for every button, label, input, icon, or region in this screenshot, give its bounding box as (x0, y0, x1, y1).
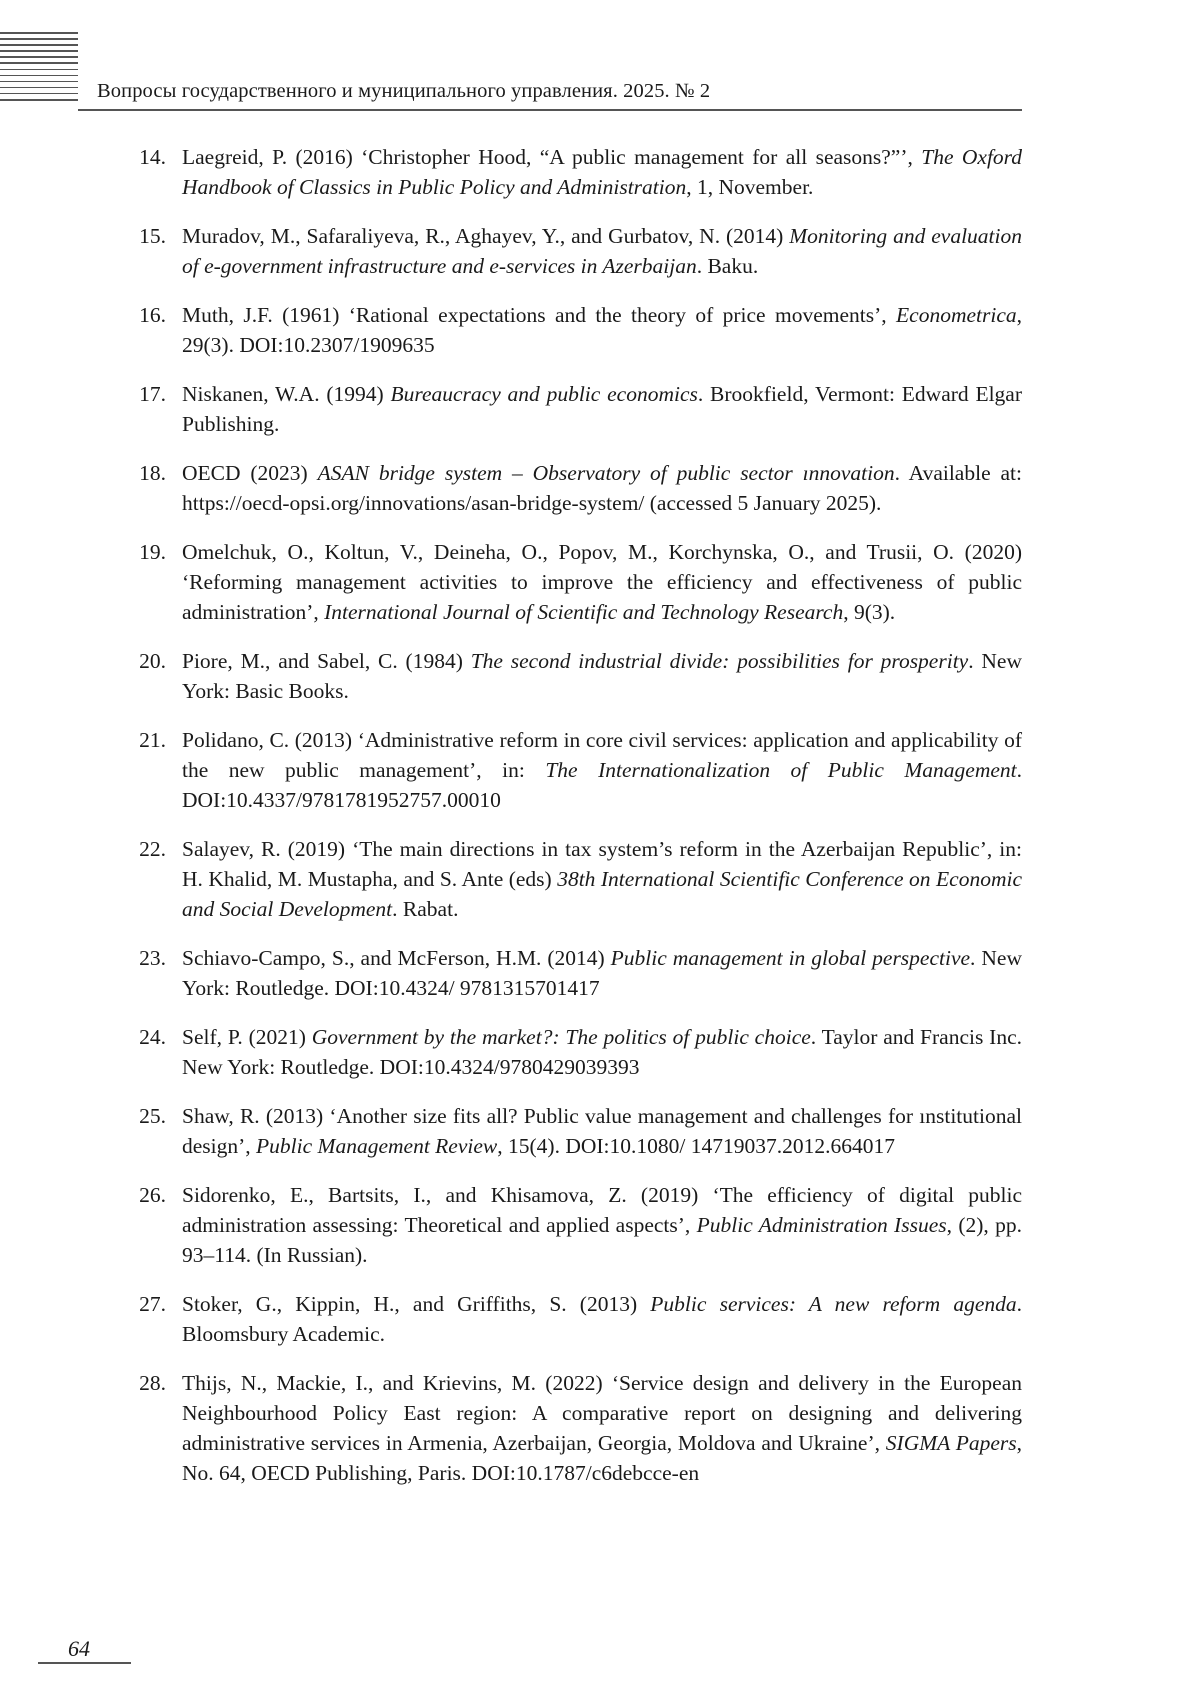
reference-title-italic: Public services: A new reform agenda (650, 1292, 1017, 1316)
reference-number: 28. (139, 1371, 166, 1395)
reference-text (182, 646, 1022, 706)
reference-text-part: Stoker, G., Kippin, H., and Griffiths, S. (2013) (182, 1292, 651, 1316)
reference-text-part: . Available at: https://oecd-opsi.org/innovations/asan-bridge-system/ (accessed 5 January 2025). (182, 461, 1022, 515)
reference-title-italic: Public Administration Issues (696, 1213, 947, 1237)
reference-text-part: Polidano, C. (2013) ‘Administrative reform in core civil services: application and applicability of the new public management’, in: (182, 728, 1022, 782)
reference-text (182, 142, 1022, 202)
reference-item (0, 725, 1200, 815)
reference-text-part: , 29(3). DOI:10.2307/1909635 (182, 303, 1022, 357)
reference-text-part: . New York: Routledge. DOI:10.4324/ 9781315701417 (182, 946, 1022, 1000)
reference-title-italic: The Oxford Handbook of Classics in Public Policy and Administration (182, 145, 1022, 199)
reference-text-part: Muradov, M., Safaraliyeva, R., Aghayev, Y., and Gurbatov, N. (2014) (182, 224, 790, 248)
reference-text-part: Laegreid, P. (2016) ‘Christopher Hood, “A public management for all seasons?”’, (182, 145, 922, 169)
reference-text (182, 537, 1022, 627)
reference-text-part: , 1, November. (686, 175, 814, 199)
reference-item (0, 221, 1200, 281)
reference-text-part: Omelchuk, O., Koltun, V., Deineha, O., Popov, M., Korchynska, O., and Trusii, O. (2020) ‘Reforming management activities to improve the efficiency and effectiveness of public administration’, (182, 540, 1022, 624)
reference-item (0, 943, 1200, 1003)
reference-item (0, 142, 1200, 202)
reference-number: 19. (139, 540, 166, 564)
reference-text-part: . Baku. (696, 254, 759, 278)
reference-title-italic: Public management in global perspective (610, 946, 971, 970)
reference-text (182, 300, 1022, 360)
reference-title-italic: Monitoring and evaluation of e-government infrastructure and e-services in Azerbaijan (182, 224, 1023, 278)
reference-text-part: Piore, M., and Sabel, C. (1984) (182, 649, 471, 673)
header-decoration-lines (0, 32, 78, 104)
reference-title-italic: Government by the market?: The politics of public choice (311, 1025, 811, 1049)
reference-text (182, 1180, 1022, 1270)
reference-number: 21. (139, 728, 166, 752)
reference-number: 15. (139, 224, 166, 248)
running-title: Вопросы государственного и муниципального управления. 2025. № 2 (97, 80, 711, 102)
reference-text (182, 221, 1022, 281)
reference-text-part: . Taylor and Francis Inc. New York: Routledge. DOI:10.4324/9780429039393 (182, 1025, 1022, 1079)
reference-title-italic: Bureaucracy and public economics (390, 382, 698, 406)
reference-text-part: , No. 64, OECD Publishing, Paris. DOI:10.1787/c6debcce-en (182, 1431, 1022, 1485)
reference-item (0, 1368, 1200, 1488)
reference-text (182, 379, 1022, 439)
reference-title-italic: ASAN bridge system – Observatory of public sector ınnovation (317, 461, 895, 485)
reference-title-italic: 38th International Scientific Conference on Economic and Social Development (182, 867, 1022, 921)
reference-item (0, 1180, 1200, 1270)
reference-text-part: . New York: Basic Books. (182, 649, 1022, 703)
reference-list (0, 142, 1200, 1507)
reference-text (182, 1289, 1022, 1349)
reference-title-italic: Public Management Review (256, 1134, 498, 1158)
reference-title-italic: Econometrica (896, 303, 1017, 327)
reference-text-part: Sidorenko, E., Bartsits, I., and Khisamova, Z. (2019) ‘The efficiency of digital public administration assessing: Theoretical and applied aspects’, (182, 1183, 1022, 1237)
reference-text-part: Self, P. (2021) (182, 1025, 312, 1049)
reference-title-italic: The second industrial divide: possibilities for prosperity (470, 649, 969, 673)
reference-text (182, 943, 1022, 1003)
reference-number: 17. (139, 382, 166, 406)
reference-item (0, 646, 1200, 706)
reference-text-part: Shaw, R. (2013) ‘Another size fits all? Public value management and challenges for ınstitutional design’, (182, 1104, 1022, 1158)
reference-title-italic: International Journal of Scientific and Technology Research (324, 600, 844, 624)
reference-number: 18. (139, 461, 166, 485)
reference-item (0, 834, 1200, 924)
reference-title-italic: SIGMA Papers (885, 1431, 1017, 1455)
footer-rule (38, 1662, 131, 1664)
reference-text-part: , 9(3). (843, 600, 896, 624)
reference-number: 20. (139, 649, 166, 673)
reference-text-part: Salayev, R. (2019) ‘The main directions in tax system’s reform in the Azerbaijan Republic’, in: H. Khalid, M. Mustapha, and S. Ante (eds) (182, 837, 1022, 891)
reference-number: 23. (139, 946, 166, 970)
reference-text-part: . Brookfield, Vermont: Edward Elgar Publishing. (182, 382, 1023, 436)
reference-text (182, 1101, 1022, 1161)
reference-number: 22. (139, 837, 166, 861)
reference-item (0, 379, 1200, 439)
reference-item (0, 458, 1200, 518)
reference-number: 14. (139, 145, 166, 169)
reference-number: 24. (139, 1025, 166, 1049)
reference-text-part: . Rabat. (392, 897, 459, 921)
header-rule (78, 109, 1022, 111)
reference-item (0, 537, 1200, 627)
reference-text (182, 458, 1022, 518)
reference-text-part: . Bloomsbury Academic. (182, 1292, 1022, 1346)
reference-text-part: Schiavo-Campo, S., and McFerson, H.M. (2014) (182, 946, 611, 970)
reference-text (182, 834, 1022, 924)
reference-text-part: , (2), pp. 93–114. (In Russian). (182, 1213, 1022, 1267)
reference-text-part: Muth, J.F. (1961) ‘Rational expectations and the theory of price movements’, (182, 303, 897, 327)
reference-text-part: OECD (2023) (182, 461, 318, 485)
reference-item (0, 1289, 1200, 1349)
reference-item (0, 1101, 1200, 1161)
reference-title-italic: The Internationalization of Public Management (545, 758, 1017, 782)
reference-text (182, 1368, 1022, 1488)
reference-text-part: Thijs, N., Mackie, I., and Krievins, M. (2022) ‘Service design and delivery in the European Neighbourhood Policy East region: A comparative report on designing and delivering administrative services in Armenia, Azerbaijan, Georgia, Moldova and Ukraine’, (182, 1371, 1022, 1455)
reference-number: 16. (139, 303, 166, 327)
reference-number: 27. (139, 1292, 166, 1316)
reference-text-part: . DOI:10.4337/9781781952757.00010 (182, 758, 1022, 812)
reference-number: 25. (139, 1104, 166, 1128)
reference-item (0, 1022, 1200, 1082)
reference-number: 26. (139, 1183, 166, 1207)
reference-text-part: Niskanen, W.A. (1994) (182, 382, 391, 406)
reference-text-part: , 15(4). DOI:10.1080/ 14719037.2012.664017 (497, 1134, 895, 1158)
reference-text (182, 725, 1022, 815)
reference-item (0, 300, 1200, 360)
reference-text (182, 1022, 1022, 1082)
page-number: 64 (68, 1636, 90, 1661)
